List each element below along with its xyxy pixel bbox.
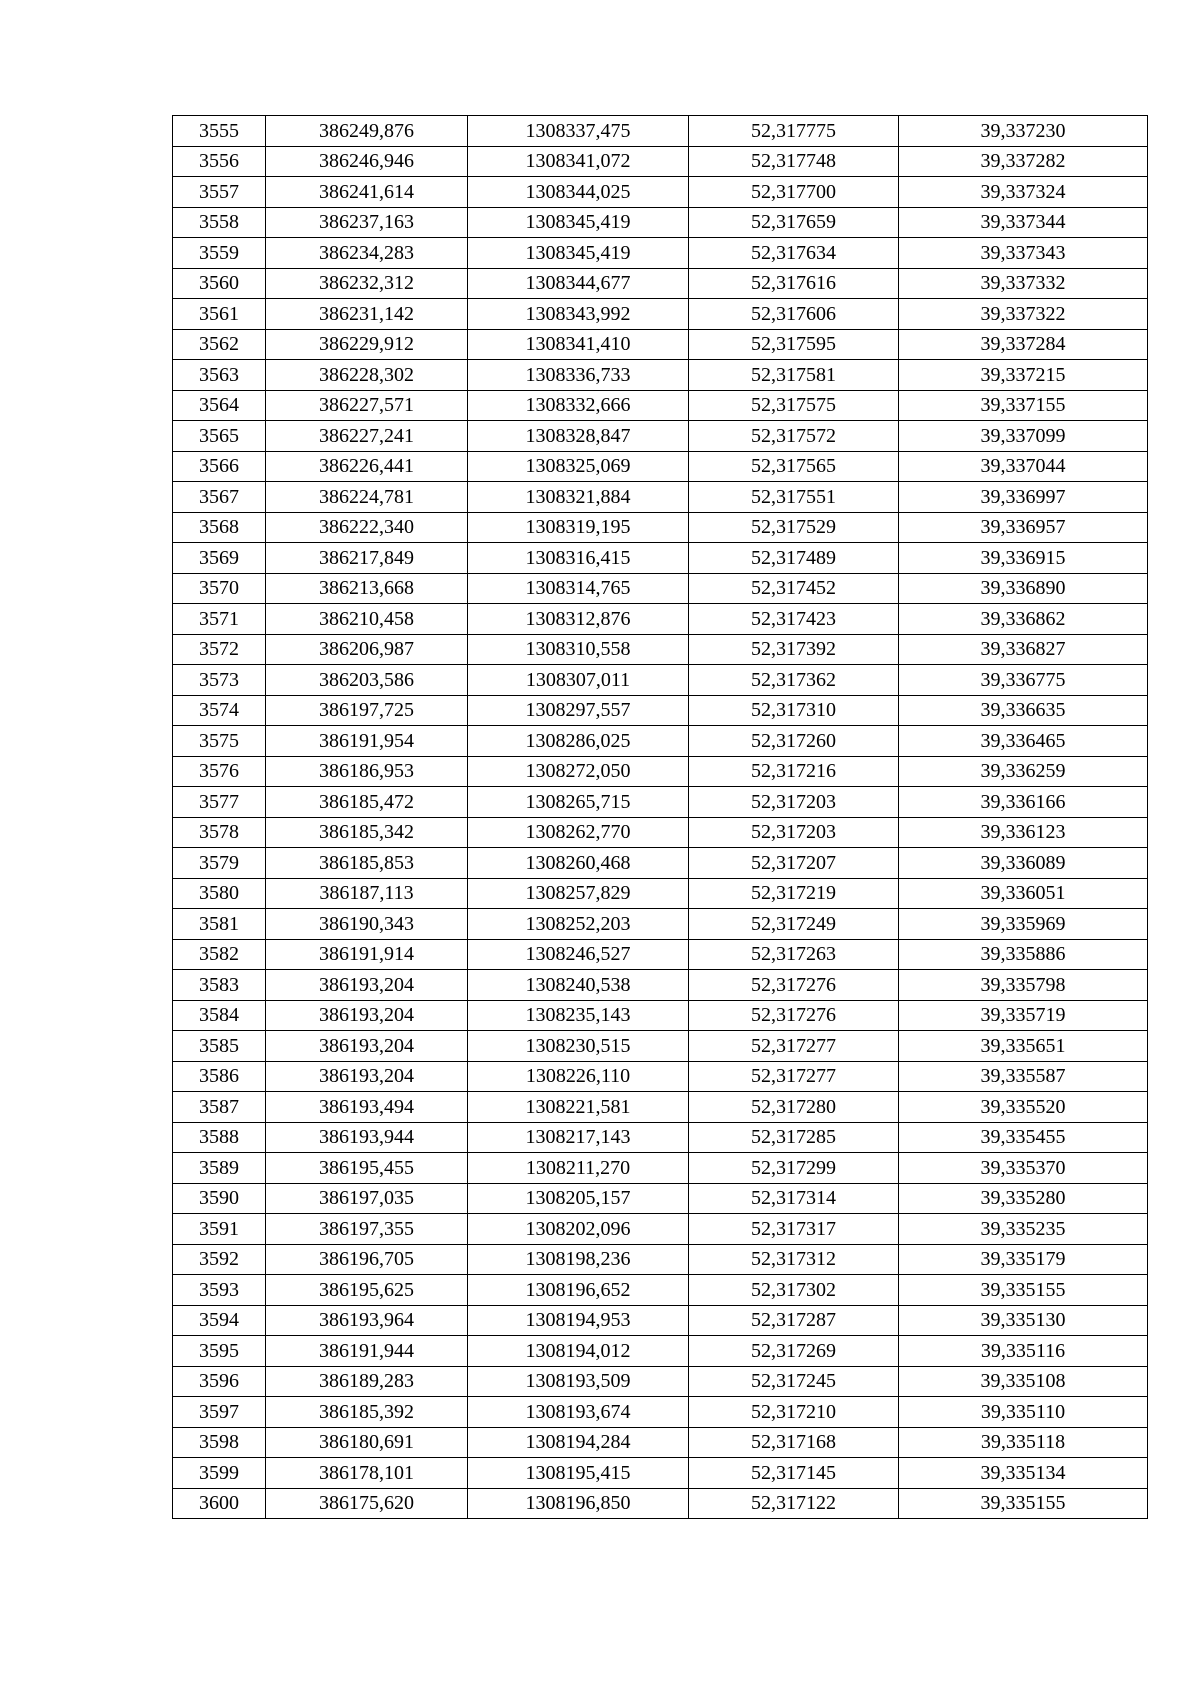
x-coordinate-cell: 386191,954	[266, 726, 468, 757]
y-coordinate-cell: 1308344,025	[468, 177, 689, 208]
table-row	[173, 1153, 1148, 1184]
table-row	[173, 604, 1148, 635]
latitude-cell: 52,317595	[689, 329, 899, 360]
latitude-cell: 52,317277	[689, 1061, 899, 1092]
x-coordinate-cell: 386187,113	[266, 878, 468, 909]
table-row	[173, 238, 1148, 269]
longitude-cell: 39,335370	[899, 1153, 1148, 1184]
longitude-cell: 39,335130	[899, 1305, 1148, 1336]
table-row	[173, 726, 1148, 757]
longitude-cell: 39,336089	[899, 848, 1148, 879]
x-coordinate-cell: 386222,340	[266, 512, 468, 543]
x-coordinate-cell: 386185,853	[266, 848, 468, 879]
x-coordinate-cell: 386189,283	[266, 1366, 468, 1397]
y-coordinate-cell: 1308194,953	[468, 1305, 689, 1336]
longitude-cell: 39,335155	[899, 1275, 1148, 1306]
latitude-cell: 52,317312	[689, 1244, 899, 1275]
table-row	[173, 665, 1148, 696]
x-coordinate-cell: 386193,204	[266, 1031, 468, 1062]
table-row	[173, 1122, 1148, 1153]
x-coordinate-cell: 386227,241	[266, 421, 468, 452]
table-row	[173, 329, 1148, 360]
point-number-cell: 3599	[173, 1458, 266, 1489]
x-coordinate-cell: 386210,458	[266, 604, 468, 635]
y-coordinate-cell: 1308240,538	[468, 970, 689, 1001]
point-number-cell: 3600	[173, 1488, 266, 1519]
x-coordinate-cell: 386185,392	[266, 1397, 468, 1428]
y-coordinate-cell: 1308235,143	[468, 1000, 689, 1031]
point-number-cell: 3595	[173, 1336, 266, 1367]
longitude-cell: 39,337230	[899, 116, 1148, 147]
latitude-cell: 52,317775	[689, 116, 899, 147]
latitude-cell: 52,317263	[689, 939, 899, 970]
point-number-cell: 3591	[173, 1214, 266, 1245]
point-number-cell: 3563	[173, 360, 266, 391]
latitude-cell: 52,317452	[689, 573, 899, 604]
latitude-cell: 52,317249	[689, 909, 899, 940]
y-coordinate-cell: 1308297,557	[468, 695, 689, 726]
table-row	[173, 390, 1148, 421]
x-coordinate-cell: 386203,586	[266, 665, 468, 696]
longitude-cell: 39,336166	[899, 787, 1148, 818]
point-number-cell: 3568	[173, 512, 266, 543]
y-coordinate-cell: 1308217,143	[468, 1122, 689, 1153]
latitude-cell: 52,317302	[689, 1275, 899, 1306]
latitude-cell: 52,317260	[689, 726, 899, 757]
latitude-cell: 52,317317	[689, 1214, 899, 1245]
point-number-cell: 3566	[173, 451, 266, 482]
table-row	[173, 207, 1148, 238]
longitude-cell: 39,336862	[899, 604, 1148, 635]
x-coordinate-cell: 386185,342	[266, 817, 468, 848]
longitude-cell: 39,337324	[899, 177, 1148, 208]
table-row	[173, 451, 1148, 482]
longitude-cell: 39,337332	[899, 268, 1148, 299]
y-coordinate-cell: 1308226,110	[468, 1061, 689, 1092]
longitude-cell: 39,336957	[899, 512, 1148, 543]
longitude-cell: 39,335110	[899, 1397, 1148, 1428]
longitude-cell: 39,337044	[899, 451, 1148, 482]
x-coordinate-cell: 386197,355	[266, 1214, 468, 1245]
table-row	[173, 634, 1148, 665]
latitude-cell: 52,317245	[689, 1366, 899, 1397]
latitude-cell: 52,317277	[689, 1031, 899, 1062]
latitude-cell: 52,317216	[689, 756, 899, 787]
point-number-cell: 3555	[173, 116, 266, 147]
point-number-cell: 3590	[173, 1183, 266, 1214]
y-coordinate-cell: 1308265,715	[468, 787, 689, 818]
table-row	[173, 1488, 1148, 1519]
y-coordinate-cell: 1308198,236	[468, 1244, 689, 1275]
x-coordinate-cell: 386226,441	[266, 451, 468, 482]
x-coordinate-cell: 386195,455	[266, 1153, 468, 1184]
y-coordinate-cell: 1308341,072	[468, 146, 689, 177]
longitude-cell: 39,335116	[899, 1336, 1148, 1367]
longitude-cell: 39,335798	[899, 970, 1148, 1001]
longitude-cell: 39,335118	[899, 1427, 1148, 1458]
latitude-cell: 52,317145	[689, 1458, 899, 1489]
latitude-cell: 52,317581	[689, 360, 899, 391]
latitude-cell: 52,317276	[689, 1000, 899, 1031]
point-number-cell: 3569	[173, 543, 266, 574]
table-row	[173, 1397, 1148, 1428]
longitude-cell: 39,337155	[899, 390, 1148, 421]
x-coordinate-cell: 386228,302	[266, 360, 468, 391]
x-coordinate-cell: 386231,142	[266, 299, 468, 330]
point-number-cell: 3558	[173, 207, 266, 238]
longitude-cell: 39,337344	[899, 207, 1148, 238]
y-coordinate-cell: 1308205,157	[468, 1183, 689, 1214]
table-row	[173, 1275, 1148, 1306]
longitude-cell: 39,337284	[899, 329, 1148, 360]
x-coordinate-cell: 386232,312	[266, 268, 468, 299]
point-number-cell: 3596	[173, 1366, 266, 1397]
y-coordinate-cell: 1308344,677	[468, 268, 689, 299]
x-coordinate-cell: 386195,625	[266, 1275, 468, 1306]
table-row	[173, 268, 1148, 299]
y-coordinate-cell: 1308310,558	[468, 634, 689, 665]
x-coordinate-cell: 386234,283	[266, 238, 468, 269]
y-coordinate-cell: 1308307,011	[468, 665, 689, 696]
x-coordinate-cell: 386185,472	[266, 787, 468, 818]
x-coordinate-cell: 386213,668	[266, 573, 468, 604]
longitude-cell: 39,335969	[899, 909, 1148, 940]
longitude-cell: 39,335719	[899, 1000, 1148, 1031]
point-number-cell: 3557	[173, 177, 266, 208]
table-row	[173, 1092, 1148, 1123]
y-coordinate-cell: 1308316,415	[468, 543, 689, 574]
table-row	[173, 1366, 1148, 1397]
point-number-cell: 3575	[173, 726, 266, 757]
table-row	[173, 573, 1148, 604]
x-coordinate-cell: 386249,876	[266, 116, 468, 147]
table-row	[173, 1458, 1148, 1489]
y-coordinate-cell: 1308260,468	[468, 848, 689, 879]
point-number-cell: 3579	[173, 848, 266, 879]
x-coordinate-cell: 386217,849	[266, 543, 468, 574]
x-coordinate-cell: 386193,964	[266, 1305, 468, 1336]
x-coordinate-cell: 386241,614	[266, 177, 468, 208]
point-number-cell: 3582	[173, 939, 266, 970]
x-coordinate-cell: 386193,204	[266, 1000, 468, 1031]
latitude-cell: 52,317276	[689, 970, 899, 1001]
point-number-cell: 3572	[173, 634, 266, 665]
point-number-cell: 3567	[173, 482, 266, 513]
point-number-cell: 3598	[173, 1427, 266, 1458]
latitude-cell: 52,317285	[689, 1122, 899, 1153]
y-coordinate-cell: 1308328,847	[468, 421, 689, 452]
latitude-cell: 52,317219	[689, 878, 899, 909]
longitude-cell: 39,335520	[899, 1092, 1148, 1123]
y-coordinate-cell: 1308332,666	[468, 390, 689, 421]
x-coordinate-cell: 386193,944	[266, 1122, 468, 1153]
y-coordinate-cell: 1308196,850	[468, 1488, 689, 1519]
latitude-cell: 52,317310	[689, 695, 899, 726]
table-row	[173, 970, 1148, 1001]
table-row	[173, 878, 1148, 909]
y-coordinate-cell: 1308195,415	[468, 1458, 689, 1489]
x-coordinate-cell: 386191,944	[266, 1336, 468, 1367]
x-coordinate-cell: 386190,343	[266, 909, 468, 940]
table-row	[173, 421, 1148, 452]
latitude-cell: 52,317565	[689, 451, 899, 482]
x-coordinate-cell: 386246,946	[266, 146, 468, 177]
y-coordinate-cell: 1308262,770	[468, 817, 689, 848]
y-coordinate-cell: 1308230,515	[468, 1031, 689, 1062]
y-coordinate-cell: 1308336,733	[468, 360, 689, 391]
latitude-cell: 52,317575	[689, 390, 899, 421]
point-number-cell: 3565	[173, 421, 266, 452]
longitude-cell: 39,336123	[899, 817, 1148, 848]
y-coordinate-cell: 1308193,509	[468, 1366, 689, 1397]
point-number-cell: 3583	[173, 970, 266, 1001]
point-number-cell: 3588	[173, 1122, 266, 1153]
latitude-cell: 52,317634	[689, 238, 899, 269]
latitude-cell: 52,317659	[689, 207, 899, 238]
point-number-cell: 3586	[173, 1061, 266, 1092]
latitude-cell: 52,317748	[689, 146, 899, 177]
x-coordinate-cell: 386178,101	[266, 1458, 468, 1489]
y-coordinate-cell: 1308246,527	[468, 939, 689, 970]
x-coordinate-cell: 386191,914	[266, 939, 468, 970]
latitude-cell: 52,317203	[689, 817, 899, 848]
point-number-cell: 3573	[173, 665, 266, 696]
table-row	[173, 939, 1148, 970]
latitude-cell: 52,317362	[689, 665, 899, 696]
point-number-cell: 3585	[173, 1031, 266, 1062]
table-row	[173, 848, 1148, 879]
latitude-cell: 52,317551	[689, 482, 899, 513]
y-coordinate-cell: 1308345,419	[468, 207, 689, 238]
x-coordinate-cell: 386175,620	[266, 1488, 468, 1519]
table-row	[173, 146, 1148, 177]
y-coordinate-cell: 1308194,012	[468, 1336, 689, 1367]
latitude-cell: 52,317392	[689, 634, 899, 665]
table-row	[173, 116, 1148, 147]
table-row	[173, 512, 1148, 543]
longitude-cell: 39,337343	[899, 238, 1148, 269]
latitude-cell: 52,317572	[689, 421, 899, 452]
longitude-cell: 39,335179	[899, 1244, 1148, 1275]
longitude-cell: 39,336890	[899, 573, 1148, 604]
latitude-cell: 52,317299	[689, 1153, 899, 1184]
table-row	[173, 299, 1148, 330]
longitude-cell: 39,336915	[899, 543, 1148, 574]
longitude-cell: 39,336051	[899, 878, 1148, 909]
longitude-cell: 39,335155	[899, 1488, 1148, 1519]
longitude-cell: 39,336259	[899, 756, 1148, 787]
y-coordinate-cell: 1308257,829	[468, 878, 689, 909]
point-number-cell: 3560	[173, 268, 266, 299]
y-coordinate-cell: 1308286,025	[468, 726, 689, 757]
longitude-cell: 39,335886	[899, 939, 1148, 970]
y-coordinate-cell: 1308312,876	[468, 604, 689, 635]
latitude-cell: 52,317287	[689, 1305, 899, 1336]
longitude-cell: 39,335587	[899, 1061, 1148, 1092]
longitude-cell: 39,337099	[899, 421, 1148, 452]
point-number-cell: 3593	[173, 1275, 266, 1306]
coordinates-table-body	[173, 116, 1148, 1519]
longitude-cell: 39,335134	[899, 1458, 1148, 1489]
longitude-cell: 39,335651	[899, 1031, 1148, 1062]
point-number-cell: 3556	[173, 146, 266, 177]
latitude-cell: 52,317168	[689, 1427, 899, 1458]
table-row	[173, 1336, 1148, 1367]
longitude-cell: 39,336997	[899, 482, 1148, 513]
latitude-cell: 52,317616	[689, 268, 899, 299]
point-number-cell: 3559	[173, 238, 266, 269]
x-coordinate-cell: 386206,987	[266, 634, 468, 665]
y-coordinate-cell: 1308196,652	[468, 1275, 689, 1306]
table-row	[173, 1183, 1148, 1214]
x-coordinate-cell: 386193,494	[266, 1092, 468, 1123]
table-row	[173, 817, 1148, 848]
table-row	[173, 177, 1148, 208]
y-coordinate-cell: 1308252,203	[468, 909, 689, 940]
latitude-cell: 52,317280	[689, 1092, 899, 1123]
y-coordinate-cell: 1308221,581	[468, 1092, 689, 1123]
point-number-cell: 3571	[173, 604, 266, 635]
point-number-cell: 3576	[173, 756, 266, 787]
point-number-cell: 3564	[173, 390, 266, 421]
y-coordinate-cell: 1308202,096	[468, 1214, 689, 1245]
point-number-cell: 3561	[173, 299, 266, 330]
latitude-cell: 52,317269	[689, 1336, 899, 1367]
point-number-cell: 3594	[173, 1305, 266, 1336]
table-row	[173, 1427, 1148, 1458]
longitude-cell: 39,335280	[899, 1183, 1148, 1214]
point-number-cell: 3578	[173, 817, 266, 848]
x-coordinate-cell: 386229,912	[266, 329, 468, 360]
y-coordinate-cell: 1308193,674	[468, 1397, 689, 1428]
y-coordinate-cell: 1308345,419	[468, 238, 689, 269]
latitude-cell: 52,317606	[689, 299, 899, 330]
x-coordinate-cell: 386180,691	[266, 1427, 468, 1458]
x-coordinate-cell: 386197,035	[266, 1183, 468, 1214]
table-row	[173, 787, 1148, 818]
x-coordinate-cell: 386193,204	[266, 970, 468, 1001]
y-coordinate-cell: 1308211,270	[468, 1153, 689, 1184]
longitude-cell: 39,336775	[899, 665, 1148, 696]
table-row	[173, 1031, 1148, 1062]
x-coordinate-cell: 386227,571	[266, 390, 468, 421]
latitude-cell: 52,317207	[689, 848, 899, 879]
point-number-cell: 3597	[173, 1397, 266, 1428]
latitude-cell: 52,317423	[689, 604, 899, 635]
point-number-cell: 3562	[173, 329, 266, 360]
latitude-cell: 52,317529	[689, 512, 899, 543]
table-row	[173, 1000, 1148, 1031]
y-coordinate-cell: 1308325,069	[468, 451, 689, 482]
y-coordinate-cell: 1308194,284	[468, 1427, 689, 1458]
table-row	[173, 360, 1148, 391]
longitude-cell: 39,337282	[899, 146, 1148, 177]
point-number-cell: 3587	[173, 1092, 266, 1123]
longitude-cell: 39,336635	[899, 695, 1148, 726]
coordinates-table	[172, 115, 1148, 1519]
table-row	[173, 543, 1148, 574]
x-coordinate-cell: 386196,705	[266, 1244, 468, 1275]
latitude-cell: 52,317210	[689, 1397, 899, 1428]
y-coordinate-cell: 1308319,195	[468, 512, 689, 543]
x-coordinate-cell: 386224,781	[266, 482, 468, 513]
y-coordinate-cell: 1308337,475	[468, 116, 689, 147]
table-row	[173, 1244, 1148, 1275]
latitude-cell: 52,317489	[689, 543, 899, 574]
y-coordinate-cell: 1308314,765	[468, 573, 689, 604]
table-row	[173, 1061, 1148, 1092]
point-number-cell: 3580	[173, 878, 266, 909]
longitude-cell: 39,335455	[899, 1122, 1148, 1153]
longitude-cell: 39,336465	[899, 726, 1148, 757]
point-number-cell: 3570	[173, 573, 266, 604]
table-row	[173, 1305, 1148, 1336]
table-row	[173, 756, 1148, 787]
longitude-cell: 39,335108	[899, 1366, 1148, 1397]
y-coordinate-cell: 1308321,884	[468, 482, 689, 513]
table-row	[173, 695, 1148, 726]
x-coordinate-cell: 386193,204	[266, 1061, 468, 1092]
longitude-cell: 39,337215	[899, 360, 1148, 391]
longitude-cell: 39,337322	[899, 299, 1148, 330]
latitude-cell: 52,317203	[689, 787, 899, 818]
point-number-cell: 3574	[173, 695, 266, 726]
point-number-cell: 3589	[173, 1153, 266, 1184]
point-number-cell: 3584	[173, 1000, 266, 1031]
y-coordinate-cell: 1308343,992	[468, 299, 689, 330]
latitude-cell: 52,317314	[689, 1183, 899, 1214]
x-coordinate-cell: 386186,953	[266, 756, 468, 787]
point-number-cell: 3577	[173, 787, 266, 818]
table-row	[173, 909, 1148, 940]
point-number-cell: 3592	[173, 1244, 266, 1275]
y-coordinate-cell: 1308272,050	[468, 756, 689, 787]
x-coordinate-cell: 386197,725	[266, 695, 468, 726]
point-number-cell: 3581	[173, 909, 266, 940]
latitude-cell: 52,317122	[689, 1488, 899, 1519]
table-row	[173, 482, 1148, 513]
x-coordinate-cell: 386237,163	[266, 207, 468, 238]
longitude-cell: 39,336827	[899, 634, 1148, 665]
table-row	[173, 1214, 1148, 1245]
y-coordinate-cell: 1308341,410	[468, 329, 689, 360]
longitude-cell: 39,335235	[899, 1214, 1148, 1245]
latitude-cell: 52,317700	[689, 177, 899, 208]
